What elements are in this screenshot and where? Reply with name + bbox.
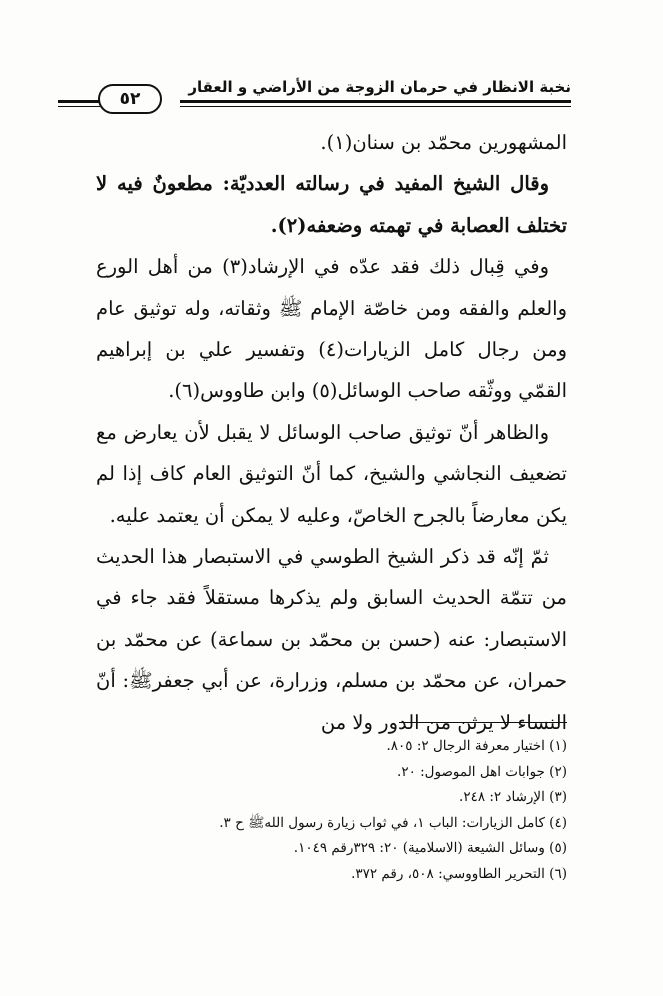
paragraph: وفي قِبال ذلك فقد عدّه في الإرشاد(٣) من أهل الورع والعلم والفقه ومن خاصّة الإمام ﷺ وثقاته، وله توثيق عام ومن رجال كامل الزيارات(٤) وتفسير علي بن إبراهيم القمّي ووثّقه صاحب الوسائل(٥) وابن طاووس(٦).	[96, 255, 567, 403]
footnote: (٦) التحرير الطاووسي: ٥٠٨، رقم ٣٧٢.	[351, 865, 567, 882]
footnote: (٣) الإرشاد ٢: ٢٤٨.	[459, 789, 567, 806]
header-rule-left	[58, 100, 100, 103]
main-text	[96, 122, 567, 743]
footnote-separator	[399, 722, 567, 723]
footnote: (٤) كامل الزيارات: الباب ١، في ثواب زيارة رسول اللهﷺ ح ٣.	[219, 814, 567, 831]
paragraph: والظاهر أنّ توثيق صاحب الوسائل لا يقبل لأن يعارض مع تضعيف النجاشي والشيخ، كما أنّ التوثيق العام كاف إذا لم يكن معارضاً بالجرح الخاصّ، وعليه لا يمكن أن يعتمد عليه.	[96, 420, 567, 527]
header-rule	[180, 100, 571, 103]
footnote: (٥) وسائل الشيعة (الاسلامية) ٢٠: ٣٢٩رقم ١٠٤٩.	[293, 840, 567, 857]
paragraph: المشهورين محمّد بن سنان(١).	[320, 131, 567, 154]
header-rule-thin	[180, 106, 571, 107]
footnote: (٢) جوابات اهل الموصول: ٢٠.	[397, 763, 567, 780]
paragraph: ثمّ إنّه قد ذكر الشيخ الطوسي في الاستبصار هذا الحديث من تتمّة الحديث السابق ولم يذكرها مستقلاً فقد جاء في الاستبصار: عنه (حسن بن محمّد بن سماعة) عن محمّد بن حمران، عن محمّد بن مسلم، وزرارة، عن أبي جعفرﷺ: أنّ النساء لا يرثن من الدور ولا من	[96, 545, 567, 734]
paragraph: وقال الشيخ المفيد في رسالته العدديّة: مطعونٌ فيه لا تختلف العصابة في تهمته وضعفه(٢).	[96, 172, 567, 237]
page-number: ٥٢	[98, 84, 162, 114]
footnotes	[96, 734, 567, 888]
running-title: نخبة الانظار في حرمان الزوجة من الأراضي و العقار	[188, 78, 571, 96]
page-number-group	[58, 78, 218, 118]
footnote: (١) اختيار معرفة الرجال ٢: ٨٠٥.	[386, 738, 567, 754]
header-rule-left-thin	[58, 106, 100, 107]
